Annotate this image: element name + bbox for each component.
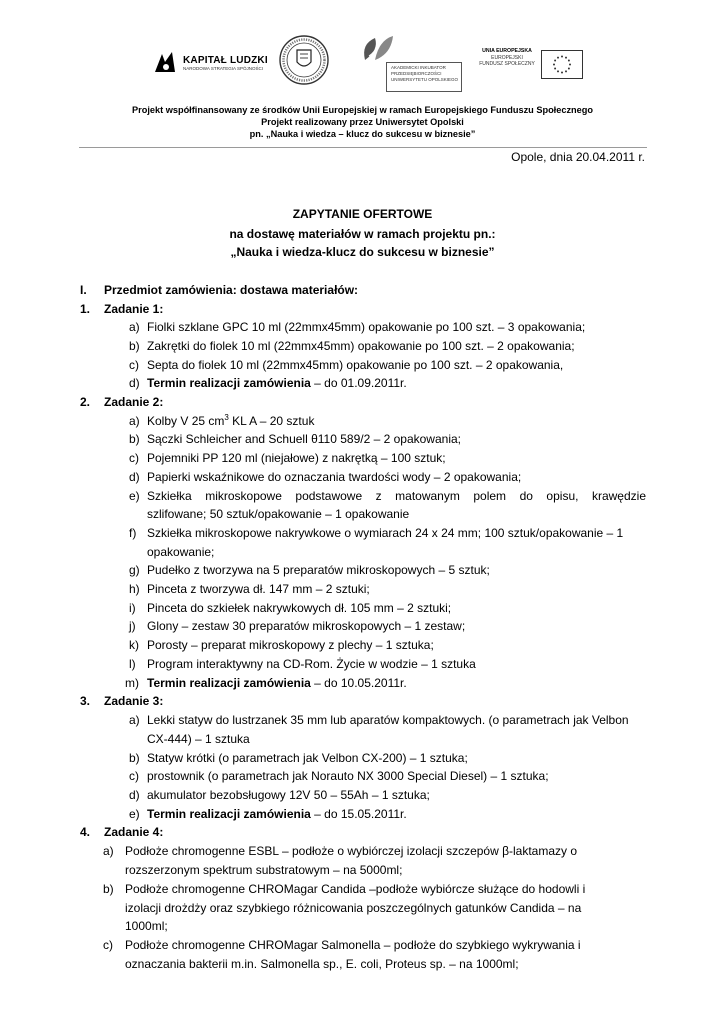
list-letter: b) xyxy=(129,339,140,353)
list-letter: b) xyxy=(103,882,114,896)
kapital-ludzki-subtitle: NARODOWA STRATEGIA SPÓJNOŚCI xyxy=(183,65,264,71)
zadanie-4-item-c-line-1: Podłoże chromogenne CHROMagar Salmonella – podłoże do szybkiego wykrywania i xyxy=(125,938,581,952)
project-name: „Nauka i wiedza-klucz do sukcesu w biznesie” xyxy=(230,245,495,259)
zadanie-1-number: 1. xyxy=(80,302,91,316)
list-letter: a) xyxy=(103,844,114,858)
zadanie-2-item-g: Pudełko z tworzywa na 5 preparatów mikroskopowych – 5 sztuk; xyxy=(147,563,490,577)
list-letter: a) xyxy=(129,320,140,334)
header-line-2: Projekt realizowany przez Uniwersytet Opolski xyxy=(261,117,464,127)
zadanie-1-item-c: Septa do fiolek 10 ml (22mmx45mm) opakowanie po 100 szt. – 2 opakowania, xyxy=(147,358,564,372)
document-subtitle: na dostawę materiałów w ramach projektu pn.: xyxy=(229,227,496,241)
list-letter: a) xyxy=(129,414,140,428)
zadanie-3-title: Zadanie 3: xyxy=(104,694,164,708)
zadanie-2-item-b: Sączki Schleicher and Schuell θ110 589/2 – 2 opakowania; xyxy=(147,432,461,446)
zadanie-4-item-b-line-1: Podłoże chromogenne CHROMagar Candida –podłoże wybiórcze służące do hodowli i xyxy=(125,882,586,896)
list-letter: b) xyxy=(129,432,140,446)
eu-label-line-2: EUROPEJSKI xyxy=(491,54,523,61)
list-letter: c) xyxy=(129,769,139,783)
list-letter: f) xyxy=(129,526,137,540)
zadanie-3-item-d: akumulator bezobsługowy 12V 50 – 55Ah – 1 sztuka; xyxy=(147,788,430,802)
list-letter: h) xyxy=(129,582,140,596)
zadanie-4-number: 4. xyxy=(80,825,91,839)
zadanie-2-item-e-line-2: szlifowane; 50 sztuk/opakowanie – 1 opakowanie xyxy=(147,507,410,521)
zadanie-4-item-c-line-2: oznaczania bakterii m.in. Salmonella sp., E. coli, Proteus sp. – na 1000ml; xyxy=(125,957,519,971)
deadline-label: Termin realizacji zamówienia xyxy=(147,676,311,690)
zadanie-1-item-b: Zakrętki do fiolek 10 ml (22mmx45mm) opakowanie po 100 szt. – 2 opakowania; xyxy=(147,339,575,353)
kapital-ludzki-icon xyxy=(152,50,178,76)
zadanie-1-item-a: Fiolki szklane GPC 10 ml (22mmx45mm) opakowanie po 100 szt. – 3 opakowania; xyxy=(147,320,586,334)
logo-strip xyxy=(142,28,582,92)
header-line-1: Projekt współfinansowany ze środków Unii Europejskiej w ramach Europejskiego Funduszu Społecznego xyxy=(132,105,593,115)
deadline-date: – do 15.05.2011r. xyxy=(310,807,407,821)
zadanie-4-item-a-line-2: rozszerzonym spektrum substratowym – na 5000ml; xyxy=(125,863,403,877)
document-date: Opole, dnia 20.04.2011 r. xyxy=(511,150,645,164)
deadline-date: – do 01.09.2011r. xyxy=(310,376,407,390)
zadanie-3-number: 3. xyxy=(80,694,91,708)
zadanie-2-item-j: Glony – zestaw 30 preparatów mikroskopowych – 1 zestaw; xyxy=(147,619,466,633)
item-a-text: Kolby V 25 cm xyxy=(147,414,225,428)
zadanie-4-item-a-line-1: Podłoże chromogenne ESBL – podłoże o wybiórczej izolacji szczepów β-laktamazy o xyxy=(125,844,578,858)
zadanie-1-title: Zadanie 1: xyxy=(104,302,164,316)
zadanie-1-deadline xyxy=(147,374,407,392)
list-letter: i) xyxy=(129,601,136,615)
list-letter: d) xyxy=(129,470,140,484)
zadanie-2-item-l: Program interaktywny na CD-Rom. Życie w wodzie – 1 sztuka xyxy=(147,657,476,671)
incubator-text-box xyxy=(386,62,462,92)
zadanie-3-item-a-line-1: Lekki statyw do lustrzanek 35 mm lub aparatów kompaktowych. (o parametrach jak Velbon xyxy=(147,713,629,727)
eu-label xyxy=(472,48,542,68)
incubator-line-3: UNIWERSYTETU OPOLSKIEGO xyxy=(391,77,459,82)
list-letter: d) xyxy=(129,376,140,390)
item-a-superscript: 3 xyxy=(224,413,229,422)
zadanie-3-item-c: prostownik (o parametrach jak Norauto NX 3000 Special Diesel) – 1 sztuka; xyxy=(147,769,549,783)
list-letter: b) xyxy=(129,751,140,765)
zadanie-2-title: Zadanie 2: xyxy=(104,395,164,409)
item-a-text-end: KL A – 20 sztuk xyxy=(228,414,315,428)
list-letter: g) xyxy=(129,563,140,577)
zadanie-4-item-b-line-3: 1000ml; xyxy=(125,919,168,933)
list-letter: j) xyxy=(129,619,136,633)
zadanie-2-item-k: Porosty – preparat mikroskopowy z plechy – 1 sztuka; xyxy=(147,638,434,652)
zadanie-2-item-c: Pojemniki PP 120 ml (niejałowe) z nakrętką – 100 sztuk; xyxy=(147,451,446,465)
deadline-date: – do 10.05.2011r. xyxy=(310,676,407,690)
section-number: I. xyxy=(80,283,87,297)
eu-label-line-3: FUNDUSZ SPOŁECZNY xyxy=(479,61,535,67)
eu-flag-icon xyxy=(541,50,583,79)
zadanie-4-title: Zadanie 4: xyxy=(104,825,164,839)
leaf-icon xyxy=(357,30,397,66)
zadanie-2-item-f-line-2: opakowanie; xyxy=(147,545,215,559)
zadanie-2-deadline xyxy=(147,674,407,692)
document-title: ZAPYTANIE OFERTOWE xyxy=(292,207,433,221)
list-letter: c) xyxy=(129,358,139,372)
list-letter: l) xyxy=(129,657,136,671)
list-letter: e) xyxy=(129,489,140,503)
zadanie-2-item-h: Pinceta z tworzywa dł. 147 mm – 2 sztuki; xyxy=(147,582,370,596)
deadline-label: Termin realizacji zamówienia xyxy=(147,376,311,390)
kapital-ludzki-title: KAPITAŁ LUDZKI xyxy=(183,54,268,66)
zadanie-2-item-f-line-1: Szkiełka mikroskopowe nakrywkowe o wymiarach 24 x 24 mm; 100 sztuk/opakowanie – 1 xyxy=(147,526,624,540)
deadline-label: Termin realizacji zamówienia xyxy=(147,807,311,821)
incubator-logo xyxy=(357,30,459,82)
zadanie-2-number: 2. xyxy=(80,395,91,409)
kapital-ludzki-logo xyxy=(152,50,268,76)
zadanie-2-item-d: Papierki wskaźnikowe do oznaczania twardości wody – 2 opakowania; xyxy=(147,470,522,484)
list-letter: c) xyxy=(129,451,139,465)
list-letter: m) xyxy=(125,676,139,690)
zadanie-3-item-a-line-2: CX-444) – 1 sztuka xyxy=(147,732,250,746)
zadanie-3-item-b: Statyw krótki (o parametrach jak Velbon CX-200) – 1 sztuka; xyxy=(147,751,468,765)
university-seal-icon xyxy=(278,34,330,86)
zadanie-2-item-a xyxy=(147,412,314,430)
list-letter: c) xyxy=(103,938,113,952)
section-heading: Przedmiot zamówienia: dostawa materiałów: xyxy=(104,283,359,297)
eu-label-line-1: UNIA EUROPEJSKA xyxy=(482,48,532,54)
list-letter: e) xyxy=(129,807,140,821)
incubator-line-1: AKADEMICKI INKUBATOR xyxy=(391,65,446,70)
header-line-3: pn. „Nauka i wiedza – klucz do sukcesu w biznesie” xyxy=(249,129,476,139)
zadanie-2-item-e-line-1: Szkiełka mikroskopowe podstawowe z matowanym polem do opisu, krawędzie xyxy=(147,489,646,503)
zadanie-2-item-i: Pinceta do szkiełek nakrywkowych dł. 105 mm – 2 sztuki; xyxy=(147,601,452,615)
incubator-line-2: PRZEDSIĘBIORCZOŚCI xyxy=(391,71,442,76)
list-letter: d) xyxy=(129,788,140,802)
zadanie-4-item-b-line-2: izolacji drożdży oraz szybkiego różnicowania poszczególnych gatunków Candida – na xyxy=(125,901,582,915)
zadanie-3-deadline xyxy=(147,805,407,823)
header-divider xyxy=(79,147,647,148)
list-letter: a) xyxy=(129,713,140,727)
list-letter: k) xyxy=(129,638,139,652)
